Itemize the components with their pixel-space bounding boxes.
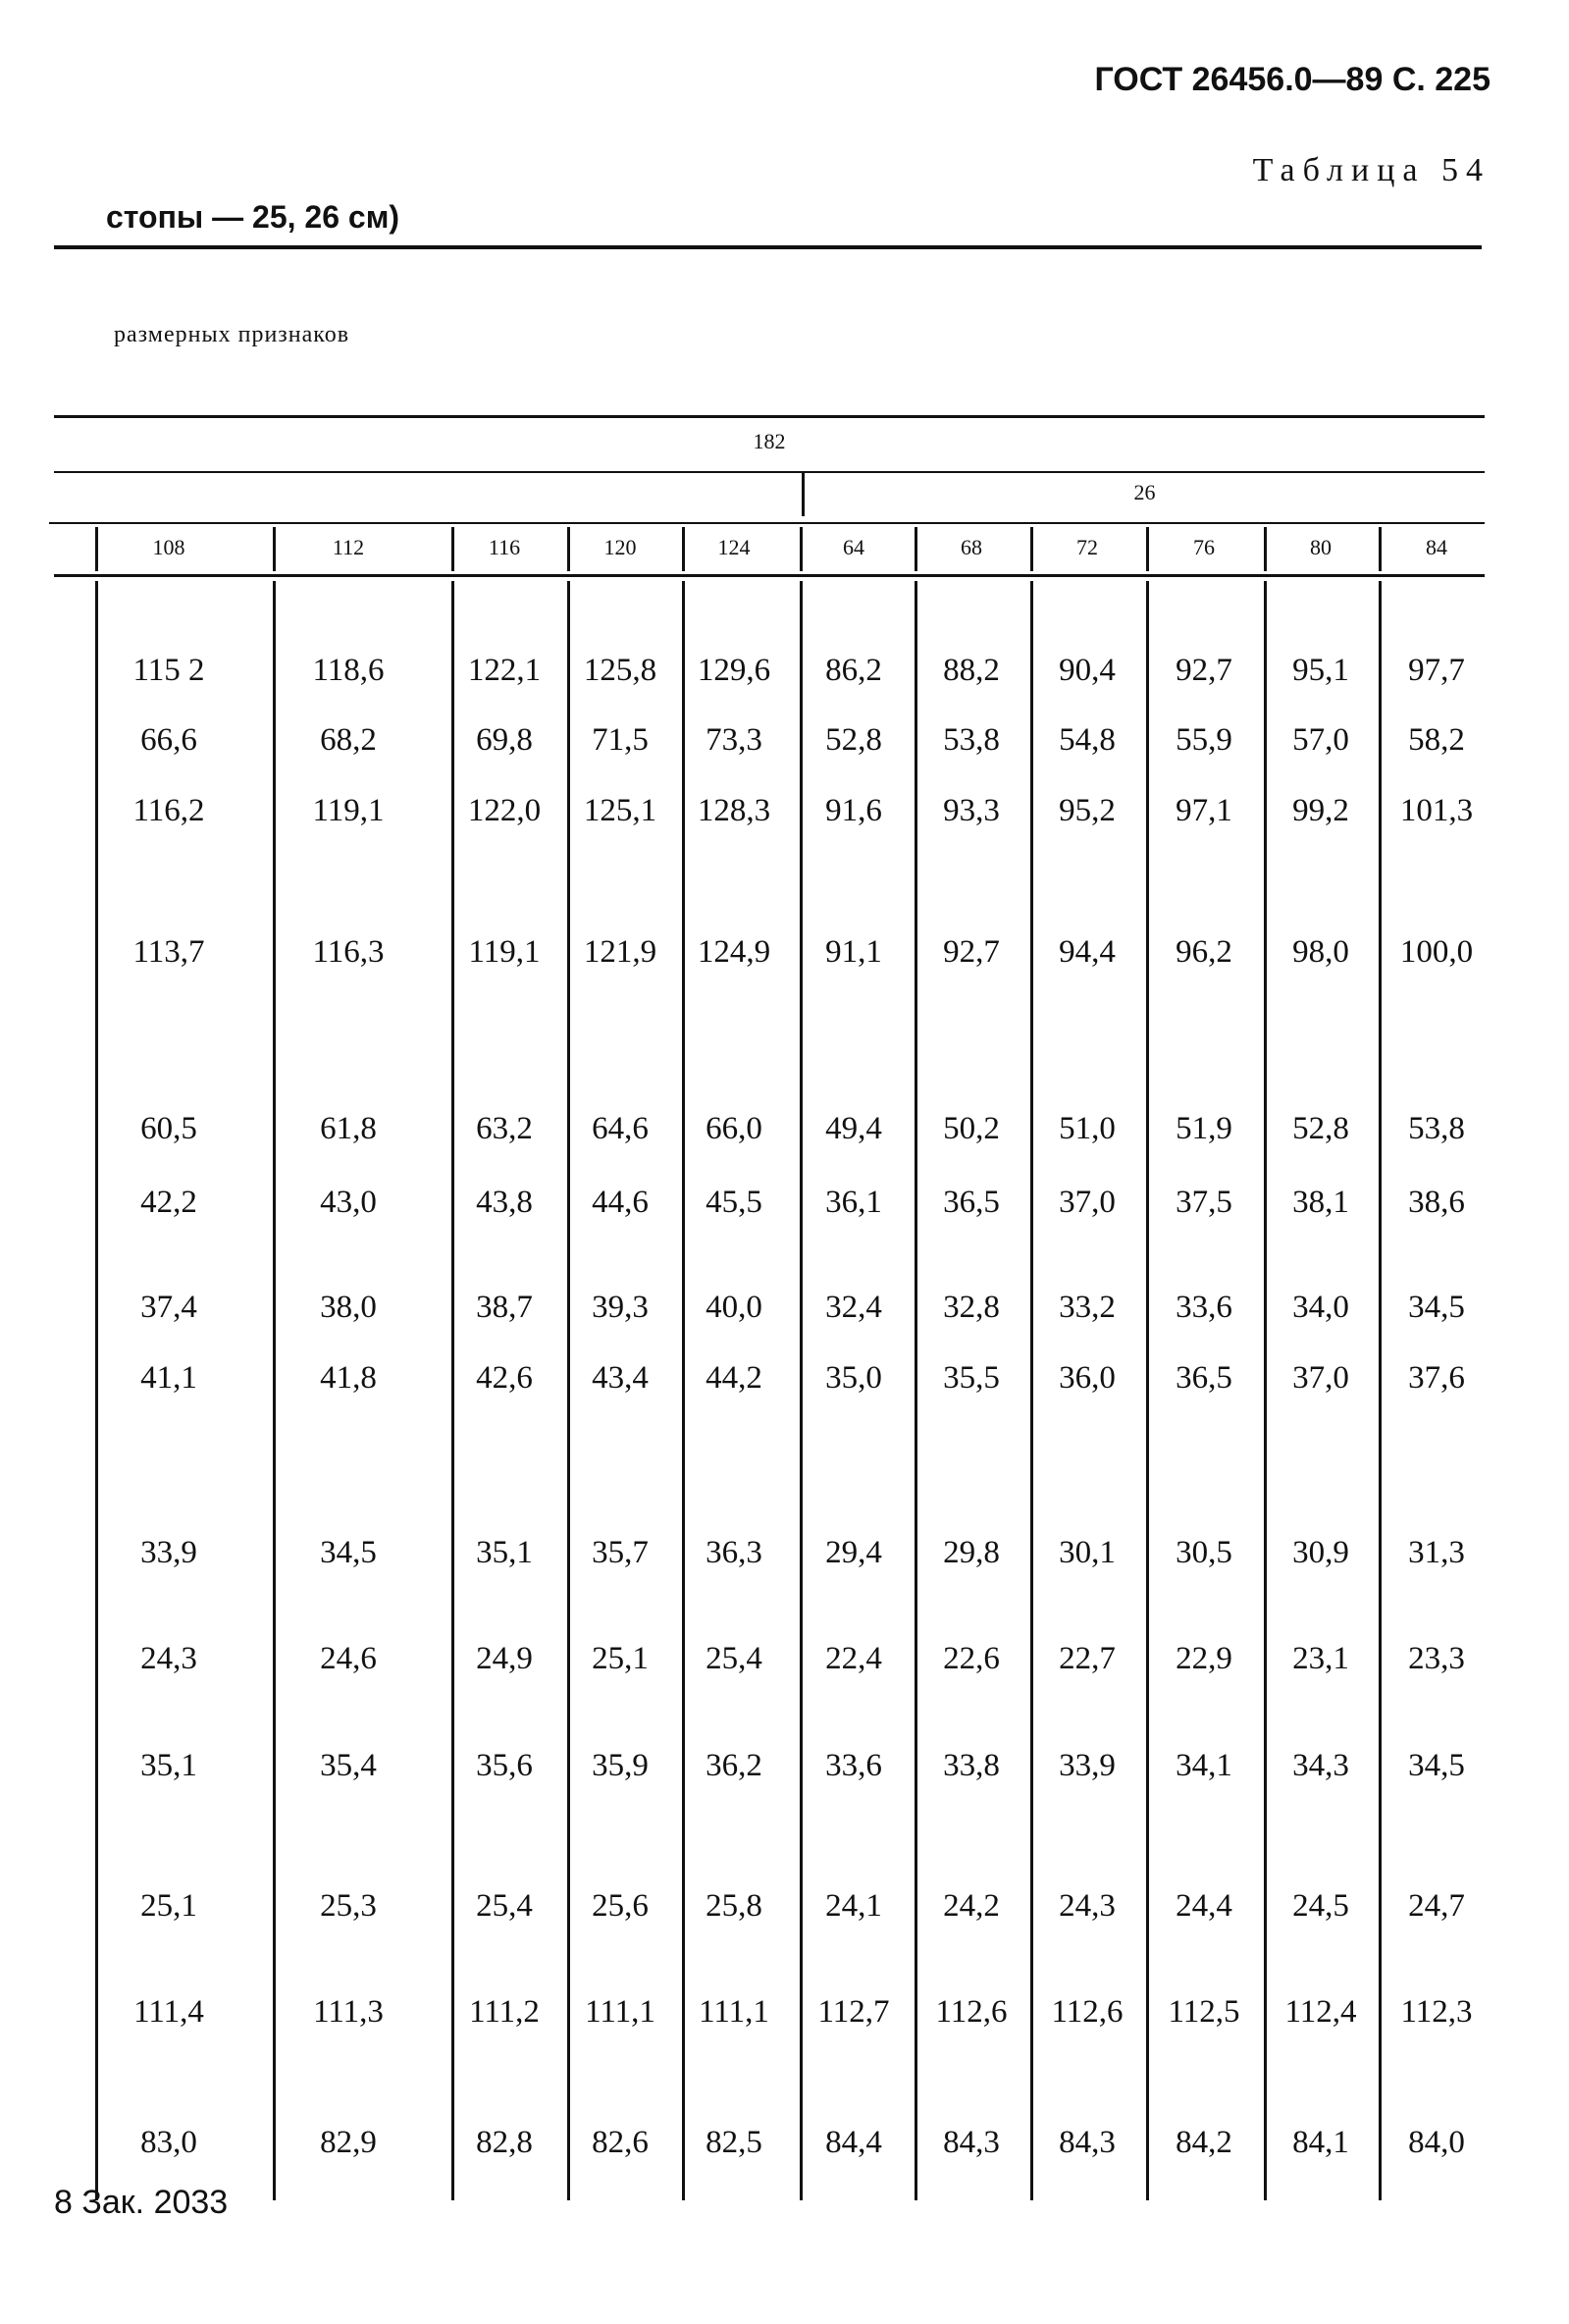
body-column-divider <box>1264 581 1267 2200</box>
table-cell: 63,2 <box>476 1111 533 1146</box>
table-cell: 30,1 <box>1059 1535 1116 1570</box>
header-column-divider <box>273 527 276 571</box>
table-cell: 38,0 <box>320 1290 377 1325</box>
table-cell: 37,0 <box>1292 1360 1349 1396</box>
header-column-divider <box>915 527 917 571</box>
table-cell: 125,8 <box>583 653 657 688</box>
table-cell: 97,7 <box>1408 653 1465 688</box>
table-cell: 94,4 <box>1059 934 1116 970</box>
body-column-divider <box>1030 581 1033 2200</box>
table-cell: 112,4 <box>1284 1994 1357 2030</box>
header-column-divider <box>1264 527 1267 571</box>
table-cell: 84,1 <box>1292 2125 1349 2160</box>
table-cell: 111,3 <box>313 1994 384 2030</box>
table-cell: 33,6 <box>1176 1290 1232 1325</box>
table-cell: 35,1 <box>476 1535 533 1570</box>
table-cell: 24,1 <box>825 1888 882 1924</box>
table-cell: 36,1 <box>825 1185 882 1220</box>
table-cell: 124,9 <box>697 934 771 970</box>
table-cell: 44,6 <box>592 1185 649 1220</box>
table-cell: 119,1 <box>312 793 385 828</box>
title-rule <box>54 245 1482 249</box>
table-cell: 37,0 <box>1059 1185 1116 1220</box>
table-cell: 33,2 <box>1059 1290 1116 1325</box>
table-cell: 90,4 <box>1059 653 1116 688</box>
table-cell: 43,4 <box>592 1360 649 1396</box>
body-column-divider <box>1379 581 1382 2200</box>
table-cell: 122,1 <box>467 653 542 688</box>
table-cell: 30,5 <box>1176 1535 1232 1570</box>
column-header: 108 <box>152 535 185 559</box>
table-cell: 73,3 <box>706 722 762 758</box>
table-cell: 41,1 <box>140 1360 197 1396</box>
table-cell: 52,8 <box>1292 1111 1349 1146</box>
body-column-divider <box>915 581 917 2200</box>
table-cell: 38,7 <box>476 1290 533 1325</box>
table-cell: 64,6 <box>592 1111 649 1146</box>
table-cell: 24,2 <box>943 1888 1000 1924</box>
table-cell: 111,4 <box>133 1994 204 2030</box>
table-cell: 53,8 <box>943 722 1000 758</box>
table-cell: 82,6 <box>592 2125 649 2160</box>
table-cell: 52,8 <box>825 722 882 758</box>
column-header: 120 <box>603 535 637 559</box>
body-column-divider <box>1146 581 1149 2200</box>
table-cell: 71,5 <box>592 722 649 758</box>
header-column-divider <box>682 527 685 571</box>
header-column-divider <box>1146 527 1149 571</box>
table-cell: 95,2 <box>1059 793 1116 828</box>
table-cell: 129,6 <box>697 653 771 688</box>
column-header: 80 <box>1310 535 1332 559</box>
column-header: 84 <box>1426 535 1447 559</box>
table-cell: 57,0 <box>1292 722 1349 758</box>
table-cell: 24,5 <box>1292 1888 1349 1924</box>
table-cell: 43,8 <box>476 1185 533 1220</box>
table-cell: 35,6 <box>476 1748 533 1783</box>
table-cell: 98,0 <box>1292 934 1349 970</box>
table-cell: 32,4 <box>825 1290 882 1325</box>
table-cell: 68,2 <box>320 722 377 758</box>
table-cell: 22,7 <box>1059 1641 1116 1676</box>
column-header: 116 <box>488 535 521 559</box>
table-cell: 24,9 <box>476 1641 533 1676</box>
table-cell: 39,3 <box>592 1290 649 1325</box>
header-column-divider <box>451 527 454 571</box>
table-cell: 34,0 <box>1292 1290 1349 1325</box>
table-cell: 41,8 <box>320 1360 377 1396</box>
table-cell: 100,0 <box>1399 934 1474 970</box>
table-cell: 112,7 <box>817 1994 890 2030</box>
table-cell: 37,5 <box>1176 1185 1232 1220</box>
table-cell: 36,5 <box>943 1185 1000 1220</box>
column-header: 76 <box>1193 535 1215 559</box>
table-cell: 33,9 <box>140 1535 197 1570</box>
table-cell: 29,4 <box>825 1535 882 1570</box>
table-cell: 111,1 <box>585 1994 655 2030</box>
column-header: 124 <box>717 535 751 559</box>
table-cell: 24,7 <box>1408 1888 1465 1924</box>
table-cell: 84,0 <box>1408 2125 1465 2160</box>
table-cell: 84,3 <box>1059 2125 1116 2160</box>
table-cell: 24,6 <box>320 1641 377 1676</box>
table-cell: 36,2 <box>706 1748 762 1783</box>
table-cell: 95,1 <box>1292 653 1349 688</box>
table-cell: 112,5 <box>1168 1994 1240 2030</box>
table-cell: 122,0 <box>467 793 542 828</box>
table-cell: 37,4 <box>140 1290 197 1325</box>
table-cell: 24,4 <box>1176 1888 1232 1924</box>
table-cell: 128,3 <box>697 793 771 828</box>
table-cell: 99,2 <box>1292 793 1349 828</box>
table-cell: 58,2 <box>1408 722 1465 758</box>
table-cell: 34,5 <box>320 1535 377 1570</box>
table-cell: 42,6 <box>476 1360 533 1396</box>
header-column-divider <box>1379 527 1382 571</box>
table-cell: 112,6 <box>1051 1994 1124 2030</box>
column-header: 112 <box>332 535 365 559</box>
table-cell: 112,6 <box>935 1994 1008 2030</box>
table-cell: 33,6 <box>825 1748 882 1783</box>
table-subtitle: размерных признаков <box>114 322 350 347</box>
table-cell: 25,4 <box>476 1888 533 1924</box>
table-cell: 111,1 <box>699 1994 769 2030</box>
table-cell: 34,5 <box>1408 1748 1465 1783</box>
table-cell: 33,9 <box>1059 1748 1116 1783</box>
table-cell: 24,3 <box>1059 1888 1116 1924</box>
table-cell: 35,9 <box>592 1748 649 1783</box>
table-cell: 112,3 <box>1400 1994 1473 2030</box>
table-cell: 37,6 <box>1408 1360 1465 1396</box>
table-cell: 25,1 <box>140 1888 197 1924</box>
table-cell: 116,2 <box>132 793 205 828</box>
table-cell: 92,7 <box>943 934 1000 970</box>
table-cell: 30,9 <box>1292 1535 1349 1570</box>
table-cell: 25,8 <box>706 1888 762 1924</box>
table-cell: 84,2 <box>1176 2125 1232 2160</box>
table-cell: 60,5 <box>140 1111 197 1146</box>
table-cell: 61,8 <box>320 1111 377 1146</box>
table-cell: 23,1 <box>1292 1641 1349 1676</box>
table-cell: 54,8 <box>1059 722 1116 758</box>
page-footer: 8 Зак. 2033 <box>54 2184 229 2221</box>
group-header-182: 182 <box>753 429 786 453</box>
table-cell: 55,9 <box>1176 722 1232 758</box>
table-cell: 22,6 <box>943 1641 1000 1676</box>
table-cell: 88,2 <box>943 653 1000 688</box>
table-cell: 24,3 <box>140 1641 197 1676</box>
group-header-26: 26 <box>1133 480 1156 504</box>
table-cell: 38,6 <box>1408 1185 1465 1220</box>
table-cell: 25,4 <box>706 1641 762 1676</box>
table-cell: 53,8 <box>1408 1111 1465 1146</box>
column-header: 64 <box>843 535 864 559</box>
table-cell: 119,1 <box>468 934 541 970</box>
header-column-divider <box>1030 527 1033 571</box>
table-cell: 25,6 <box>592 1888 649 1924</box>
table-cell: 113,7 <box>132 934 205 970</box>
table-cell: 101,3 <box>1399 793 1474 828</box>
table-cell: 43,0 <box>320 1185 377 1220</box>
table-cell: 38,1 <box>1292 1185 1349 1220</box>
table-cell: 66,6 <box>140 722 197 758</box>
table-cell: 82,9 <box>320 2125 377 2160</box>
table-cell: 44,2 <box>706 1360 762 1396</box>
table-cell: 86,2 <box>825 653 882 688</box>
body-column-divider <box>95 581 98 2200</box>
title-fragment: стопы — 25, 26 см) <box>106 199 400 235</box>
table-cell: 40,0 <box>706 1290 762 1325</box>
table-cell: 22,4 <box>825 1641 882 1676</box>
table-cell: 31,3 <box>1408 1535 1465 1570</box>
table-cell: 125,1 <box>583 793 657 828</box>
table-cell: 93,3 <box>943 793 1000 828</box>
table-cell: 34,5 <box>1408 1290 1465 1325</box>
table-cell: 82,5 <box>706 2125 762 2160</box>
table-cell: 82,8 <box>476 2125 533 2160</box>
table-cell: 66,0 <box>706 1111 762 1146</box>
table-cell: 111,2 <box>469 1994 540 2030</box>
table-cell: 42,2 <box>140 1185 197 1220</box>
table-cell: 25,3 <box>320 1888 377 1924</box>
table-cell: 118,6 <box>312 653 385 688</box>
table-cell: 29,8 <box>943 1535 1000 1570</box>
group-rule-1 <box>54 471 1485 473</box>
body-column-divider <box>273 581 276 2200</box>
table-cell: 35,1 <box>140 1748 197 1783</box>
table-cell: 91,6 <box>825 793 882 828</box>
table-cell: 36,3 <box>706 1535 762 1570</box>
table-cell: 33,8 <box>943 1748 1000 1783</box>
table-cell: 50,2 <box>943 1111 1000 1146</box>
header-bottom-rule <box>54 574 1485 577</box>
table-cell: 23,3 <box>1408 1641 1465 1676</box>
table-cell: 25,1 <box>592 1641 649 1676</box>
table-cell: 51,9 <box>1176 1111 1232 1146</box>
table-cell: 84,4 <box>825 2125 882 2160</box>
table-cell: 84,3 <box>943 2125 1000 2160</box>
body-column-divider <box>451 581 454 2200</box>
table-cell: 69,8 <box>476 722 533 758</box>
table-cell: 83,0 <box>140 2125 197 2160</box>
table-cell: 35,5 <box>943 1360 1000 1396</box>
table-cell: 49,4 <box>825 1111 882 1146</box>
table-cell: 51,0 <box>1059 1111 1116 1146</box>
table-cell: 36,0 <box>1059 1360 1116 1396</box>
body-column-divider <box>567 581 570 2200</box>
table-label: Таблица 54 <box>1252 152 1491 188</box>
table-cell: 91,1 <box>825 934 882 970</box>
column-header: 68 <box>961 535 982 559</box>
header-column-divider <box>567 527 570 571</box>
table-cell: 96,2 <box>1176 934 1232 970</box>
table-cell: 34,1 <box>1176 1748 1232 1783</box>
column-header: 72 <box>1076 535 1098 559</box>
table-cell: 32,8 <box>943 1290 1000 1325</box>
table-cell: 97,1 <box>1176 793 1232 828</box>
header-column-divider <box>800 527 803 571</box>
body-column-divider <box>800 581 803 2200</box>
table-cell: 92,7 <box>1176 653 1232 688</box>
table-cell: 35,4 <box>320 1748 377 1783</box>
table-cell: 35,7 <box>592 1535 649 1570</box>
table-cell: 115 2 <box>132 653 205 688</box>
header-column-divider <box>95 527 98 571</box>
table-cell: 35,0 <box>825 1360 882 1396</box>
table-top-rule <box>54 415 1485 418</box>
table-cell: 34,3 <box>1292 1748 1349 1783</box>
document-code: ГОСТ 26456.0—89 С. 225 <box>1094 61 1491 98</box>
group-rule-2 <box>49 522 1485 524</box>
table-cell: 22,9 <box>1176 1641 1232 1676</box>
table-cell: 121,9 <box>583 934 657 970</box>
table-cell: 36,5 <box>1176 1360 1232 1396</box>
table-cell: 45,5 <box>706 1185 762 1220</box>
table-cell: 116,3 <box>312 934 385 970</box>
